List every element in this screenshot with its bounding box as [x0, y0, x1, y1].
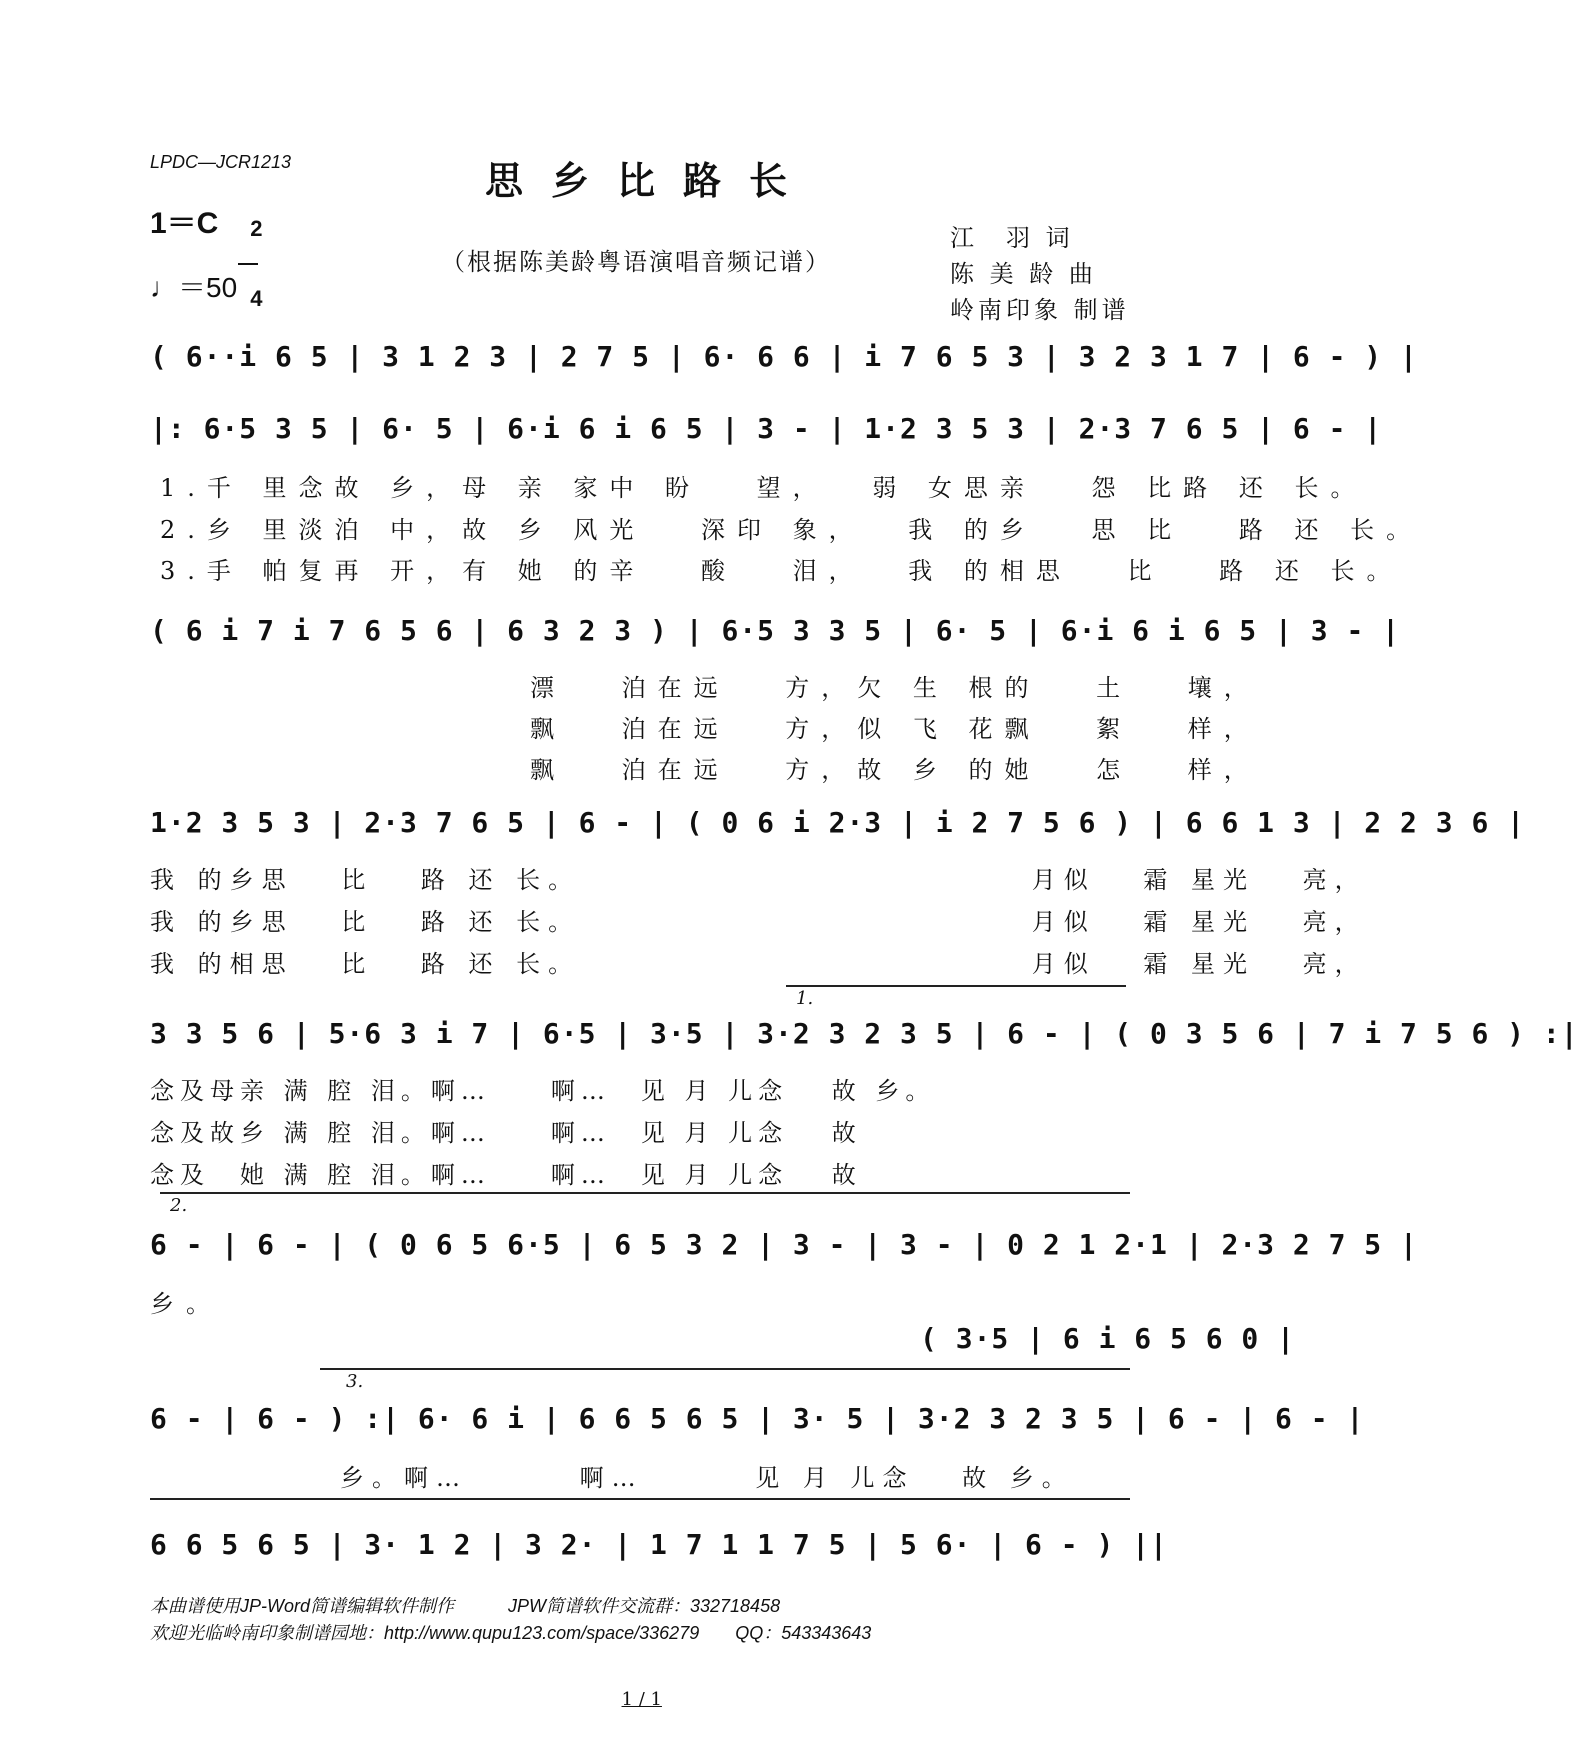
notation-row-5: 3 3 5 6 | 5·6 3 i 7 | 6·5 | 3·5 | 3·2 3 2 3 5 | 6 - | ( 0 3 5 6 | 7 i 7 5 6 ) :| [150, 1017, 1579, 1050]
composer-credit: 陈 美 龄 曲 [950, 260, 1097, 288]
page-number [0, 1668, 1272, 1710]
volta-3-label: 3. [346, 1371, 364, 1392]
notation-row-6: 6 - | 6 - | ( 0 6 5 6·5 | 6 5 3 2 | 3 - | 3 - | 0 2 1 2·1 | 2·3 2 7 5 | [150, 1228, 1418, 1261]
notation-row-8: 6 6 5 6 5 | 3· 1 2 | 3 2· | 1 7 1 1 7 5 | 5 6· | 6 - ) || [150, 1528, 1168, 1561]
time-signature-top: 2 [250, 216, 263, 241]
arranger-credit: 岭南印象 制谱 [950, 296, 1130, 324]
subtitle: （根据陈美龄粤语演唱音频记谱） [441, 248, 831, 276]
footer-software-note: 本曲谱使用JP-Word简谱编辑软件制作 JPW简谱软件交流群：332718458 [150, 1596, 781, 1616]
lyric-row-5-verse-1: 念及母亲 满 腔 泪。啊… 啊… 见 月 儿念 故 乡。 [150, 1077, 936, 1105]
song-title: 思乡比路长 [484, 158, 815, 203]
notation-row-1: ( 6··i 6 5 | 3 1 2 3 | 2 7 5 | 6· 6 6 | i 7 6 5 3 | 3 2 3 1 7 | 6 - ) | [150, 340, 1418, 373]
page-number-text: 1 / 1 [621, 1689, 662, 1710]
lyric-row-6: 乡。 [150, 1290, 222, 1318]
volta-2-label: 2. [170, 1195, 188, 1216]
coda-divider [150, 1498, 1130, 1500]
volta-1-bracket [786, 985, 1126, 987]
key-signature: 1＝C [150, 207, 219, 240]
lyric-row-5-verse-3: 念及 她 满 腔 泪。啊… 啊… 见 月 儿念 故 [150, 1161, 862, 1189]
lyric-row-7: 乡。啊… 啊… 见 月 儿念 故 乡。 [340, 1464, 1074, 1492]
lyricist-credit: 江 羽 词 [950, 224, 1074, 252]
lyric-row-4-verse-2: 我 的乡思 比 路 还 长。 月似 霜 星光 亮， [150, 908, 1367, 936]
lyric-row-2-verse-2: 2.乡 里淡泊 中，故 乡 风光 深印 象， 我 的乡 思 比 路 还 长。 [160, 516, 1423, 544]
lyric-row-4-verse-1: 我 的乡思 比 路 还 长。 月似 霜 星光 亮， [150, 866, 1367, 894]
lyric-row-5-verse-2: 念及故乡 满 腔 泪。啊… 啊… 见 月 儿念 故 [150, 1119, 862, 1147]
lyric-row-2-verse-1: 1.千 里念故 乡，母 亲 家中 盼 望， 弱 女思亲 怨 比路 还 长。 [160, 474, 1367, 502]
lyric-row-3-verse-2: 飘 泊在远 方，似 飞 花飘 絮 样， [530, 715, 1260, 743]
notation-row-7: 6 - | 6 - ) :| 6· 6 i | 6 6 5 6 5 | 3· 5 | 3·2 3 2 3 5 | 6 - | 6 - | [150, 1402, 1365, 1435]
lyric-row-3-verse-3: 飘 泊在远 方，故 乡 的她 怎 样， [530, 756, 1260, 784]
lyric-row-3-verse-1: 漂 泊在远 方，欠 生 根的 土 壤， [530, 674, 1260, 702]
interlude-fragment: ( 3·5 | 6 i 6 5 6 0 | [920, 1322, 1296, 1355]
volta-3-bracket [320, 1368, 1130, 1370]
notation-row-4: 1·2 3 5 3 | 2·3 7 6 5 | 6 - | ( 0 6 i 2·3 | i 2 7 5 6 ) | 6 6 1 3 | 2 2 3 6 | [150, 806, 1526, 839]
lyric-row-2-verse-3: 3.手 帕复再 开，有 她 的辛 酸 泪， 我 的相思 比 路 还 长。 [160, 557, 1403, 585]
score-code: LPDC—JCR1213 [150, 152, 292, 172]
time-signature-bottom: 4 [250, 286, 263, 311]
notation-row-2: |: 6·5 3 5 | 6· 5 | 6·i 6 i 6 5 | 3 - | 1·2 3 5 3 | 2·3 7 6 5 | 6 - | [150, 412, 1383, 445]
volta-2-bracket [160, 1192, 1130, 1194]
tempo-marking: ♩＝50 [150, 272, 238, 303]
footer-contact-note: 欢迎光临岭南印象制谱园地：http://www.qupu123.com/space/336279 QQ：543343643 [150, 1623, 872, 1643]
notation-row-3: ( 6 i 7 i 7 6 5 6 | 6 3 2 3 ) | 6·5 3 3 5 | 6· 5 | 6·i 6 i 6 5 | 3 - | [150, 614, 1401, 647]
lyric-row-4-verse-3: 我 的相思 比 路 还 长。 月似 霜 星光 亮， [150, 950, 1367, 978]
volta-1-label: 1. [796, 988, 814, 1009]
